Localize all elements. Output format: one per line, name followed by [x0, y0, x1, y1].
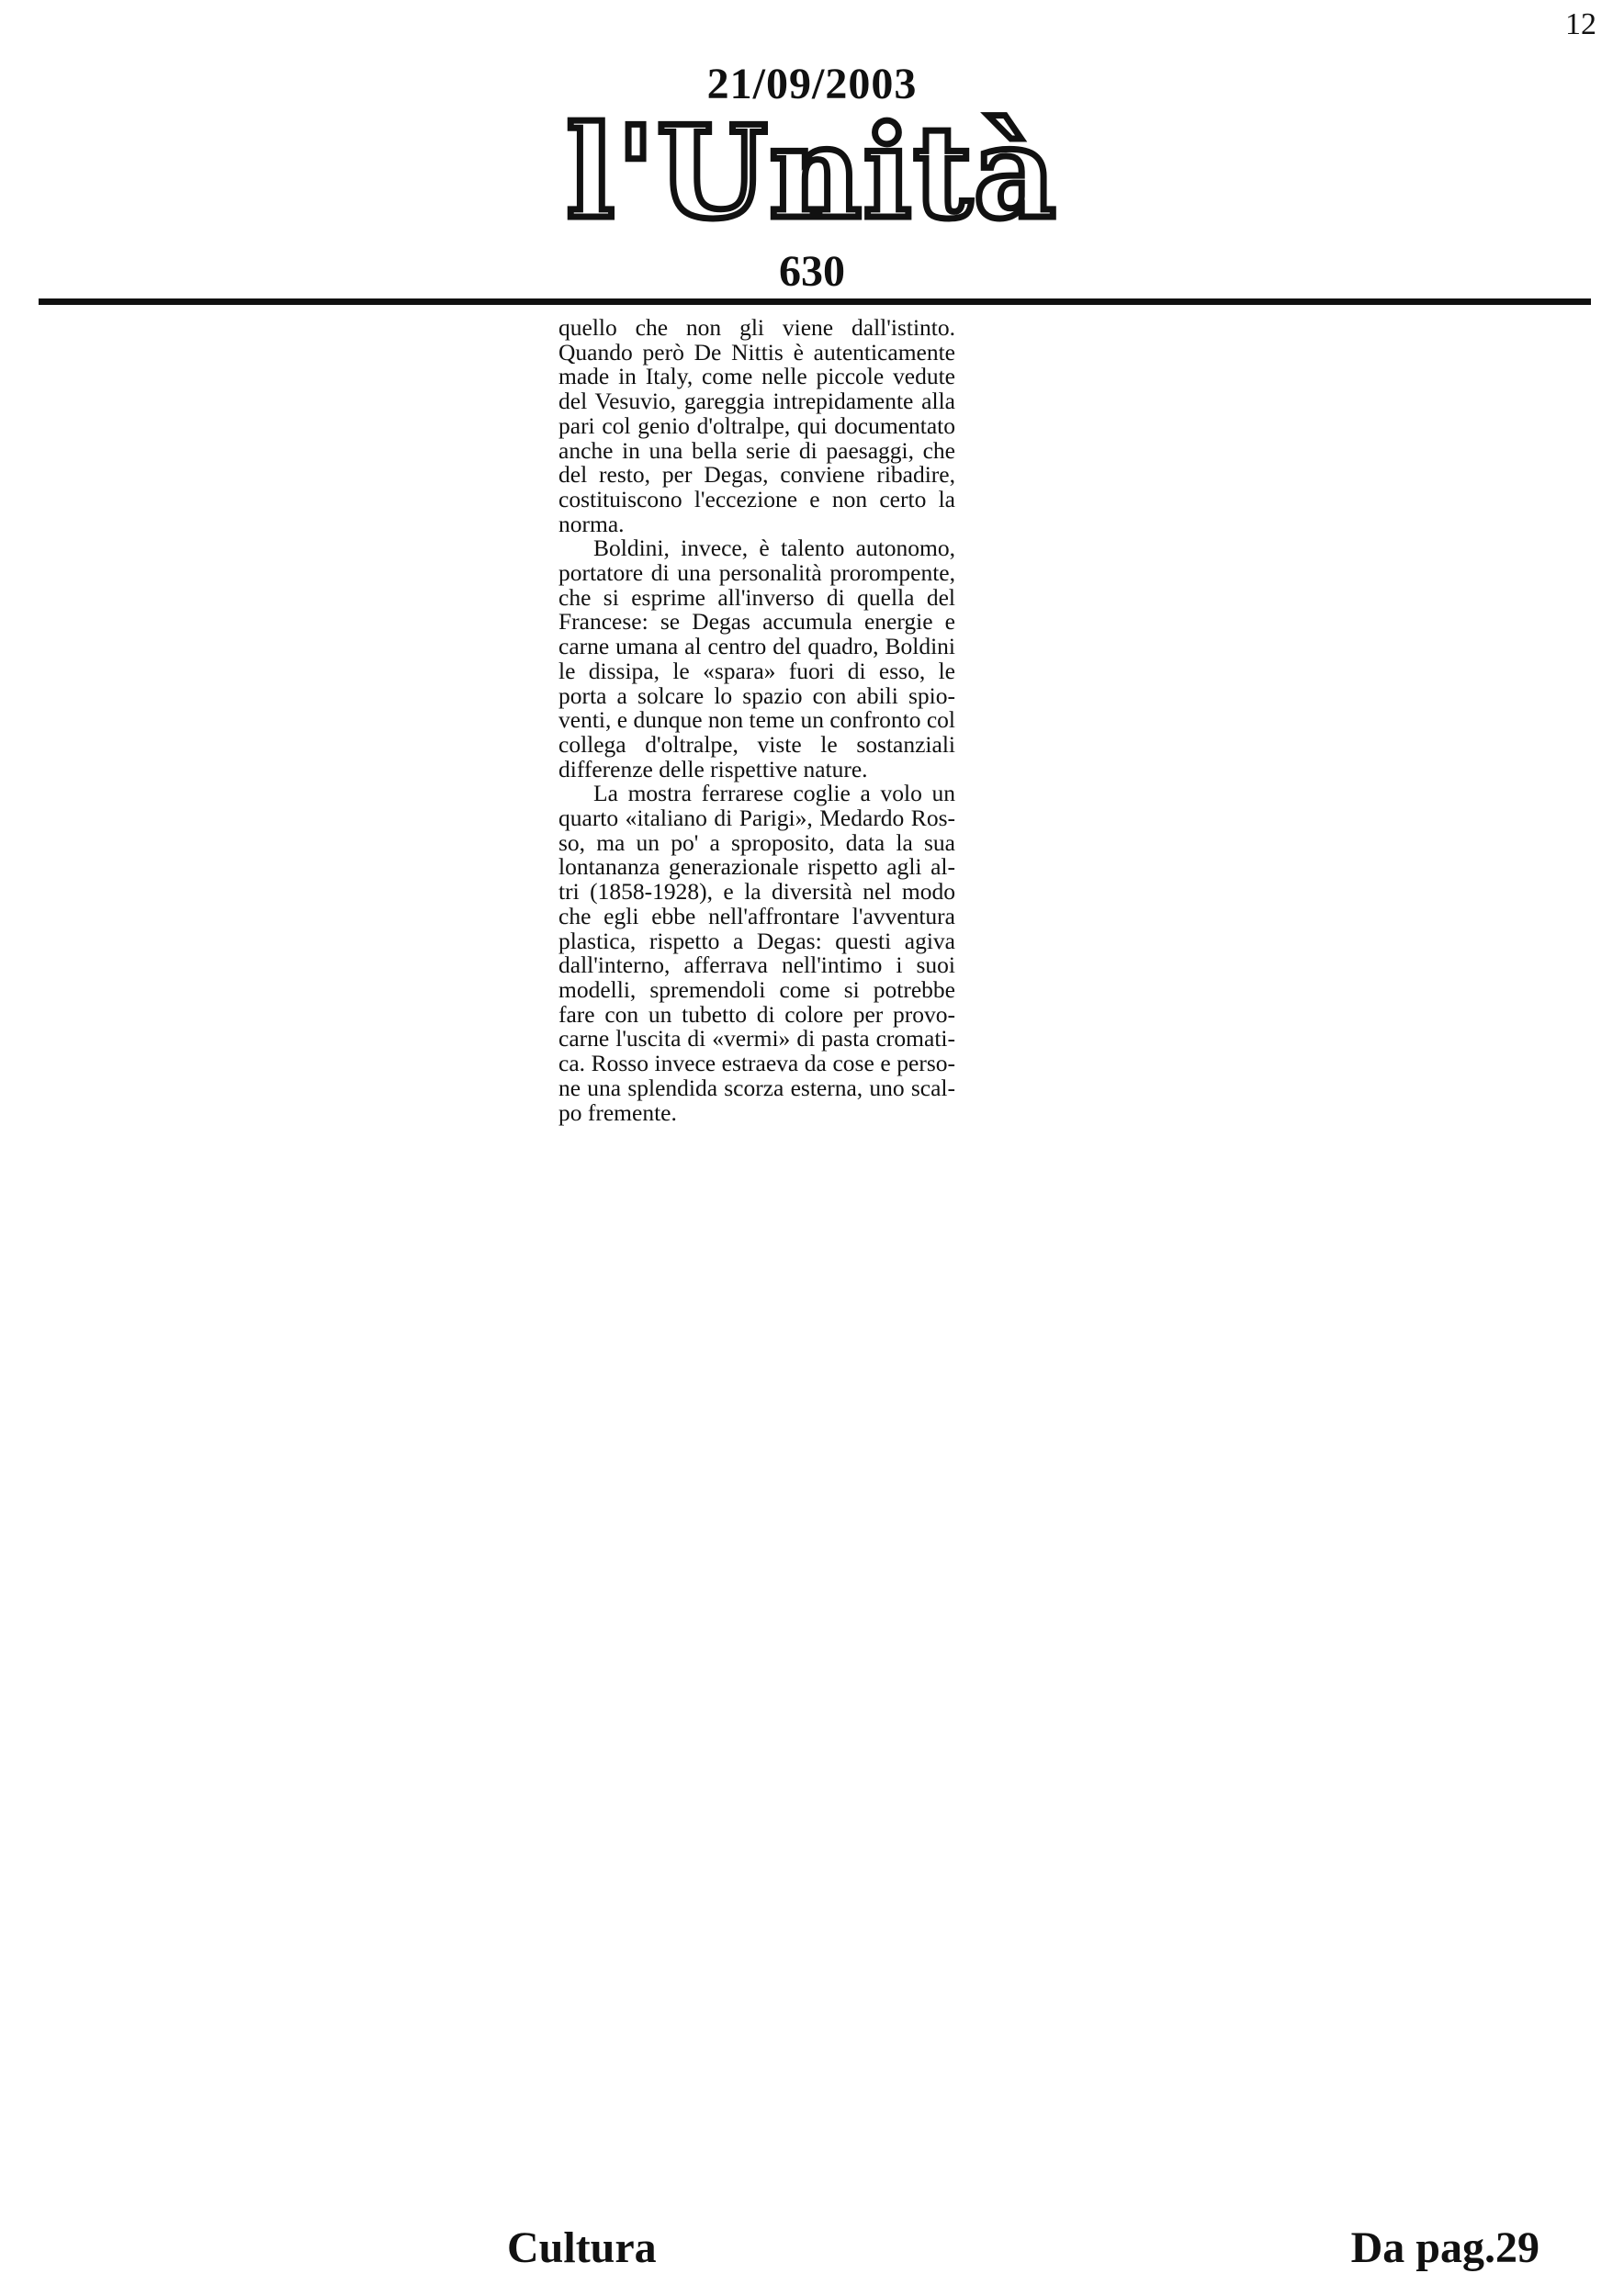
page-number: 12: [1565, 7, 1596, 41]
newspaper-masthead: l'Unità: [566, 97, 1058, 247]
issue-number: 630: [779, 247, 845, 296]
article-paragraph: La mostra ferrarese coglie a volo un quarto «italiano di Parigi», Medardo Rosso, ma un po' a sproposito, data la sua lontananza generazionale rispetto agli altri (1858-1928), e la diversità nel modo che egli ebbe nell'affrontare l'avventura plastica, rispetto a Degas: questi agiva dall'interno, afferrava nell'intimo i suoi modelli, spremendoli come si potrebbe fare con un tubetto di colore per provocarne l'uscita di «vermi» di pasta cromatica. Rosso invece estraeva da cose e persone una splendida scorza esterna, uno scalpo fremente.: [558, 780, 955, 1126]
article-column: [558, 316, 955, 1125]
article-paragraph: Boldini, invece, è talento autonomo, portatore di una personalità prorompente, che si esprime all'inverso di quella del Francese: se Degas accumula energie e carne umana al centro del quadro, Boldini le dissipa, le «spara» fuori di esso, le porta a solcare lo spazio con abili spioventi, e dunque non teme un confronto col collega d'oltralpe, viste le sostanziali differenze delle rispettive nature.: [558, 535, 955, 782]
footer-source-page: Da pag.29: [1350, 2223, 1539, 2272]
footer-section-name: Cultura: [507, 2223, 657, 2272]
article-paragraph: quello che non gli viene dall'istinto. Quando però De Nittis è autenticamente made in Italy, come nelle piccole vedute del Vesuvio, gareggia intrepidamente alla pari col genio d'oltralpe, qui documentato anche in una bella serie di paesaggi, che del resto, per Degas, conviene ribadire, costituiscono l'eccezione e non certo la norma.: [558, 314, 955, 537]
header-divider: [39, 298, 1591, 305]
header-date: 21/09/2003: [706, 60, 918, 108]
